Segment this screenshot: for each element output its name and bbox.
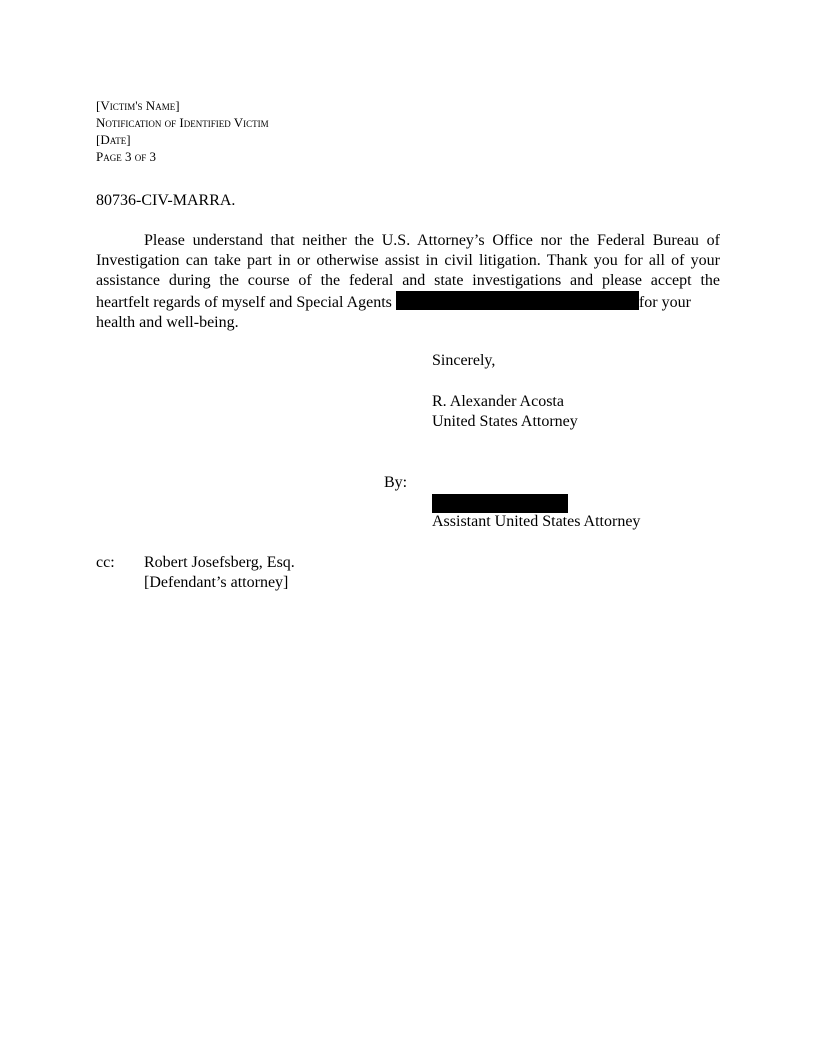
body-line-3: assistance during the course of the federal and state investigations and please accept the: [96, 272, 720, 289]
header-page-number: Page 3 of 3: [96, 149, 156, 164]
case-reference: 80736-CIV-MARRA.: [96, 192, 236, 209]
body-line-4-start: heartfelt regards of myself and Special Agents: [96, 294, 392, 311]
cc-recipient-name: Robert Josefsberg, Esq.: [144, 554, 295, 571]
body-line-5: health and well-being.: [96, 314, 239, 331]
cc-recipients: [144, 553, 295, 593]
redaction-ausa-signature: [432, 494, 568, 513]
body-line-2: Investigation can take part in or otherwise assist in civil litigation. Thank you for all of your: [96, 252, 720, 269]
body-paragraph: [96, 231, 720, 333]
body-line-4-end: for your: [638, 294, 691, 311]
header-notification-title: Notification of Identified Victim: [96, 115, 269, 130]
header-victim-name: [Victim's Name]: [96, 98, 180, 113]
ausa-title: Assistant United States Attorney: [432, 513, 641, 530]
header-date: [Date]: [96, 132, 131, 147]
signer-title: United States Attorney: [432, 413, 578, 430]
redaction-special-agents: [396, 291, 639, 310]
cc-recipient-role: [Defendant’s attorney]: [144, 574, 289, 591]
letter-header: [96, 97, 269, 165]
body-line-1: Please understand that neither the U.S. Attorney’s Office nor the Federal Bureau of: [144, 232, 720, 249]
signer-name: R. Alexander Acosta: [432, 393, 564, 410]
body-line-4: [96, 291, 720, 313]
closing-sincerely: Sincerely,: [432, 352, 496, 369]
by-label: By:: [384, 474, 408, 491]
cc-label: cc:: [96, 554, 115, 571]
